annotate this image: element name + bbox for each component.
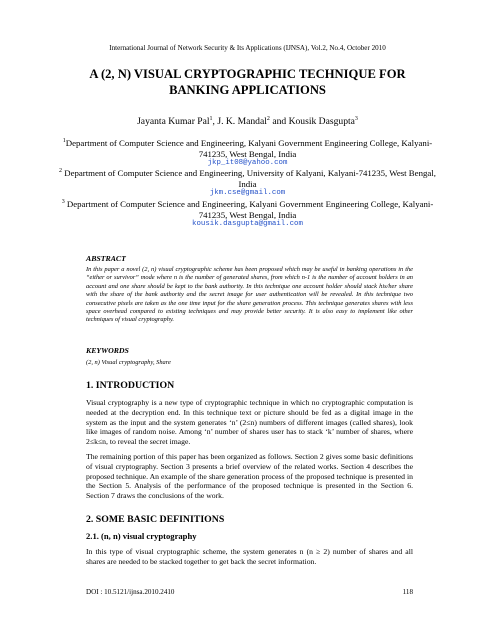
author-1-sup: 1 bbox=[209, 115, 213, 122]
author-1: Jayanta Kumar Pal bbox=[137, 116, 210, 127]
journal-header: International Journal of Network Security & Its Applications (IJNSA), Vol.2, No.4, October 2010 bbox=[109, 44, 386, 52]
section-1-paragraph-2: The remaining portion of this paper has been organized as follows. Section 2 gives some basic definitions of visual cryptography. Section 3 presents a brief overview of the related works. Section 4 describes the proposed technique. An example of the share generation process of the proposed technique is presented in the Section 5. Analysis of the performance of the proposed technique is presented in the Section 6. Section 7 draws the conclusions of the work. bbox=[86, 452, 413, 501]
affiliation-1-sup: 1 bbox=[62, 138, 66, 145]
affiliation-2-sup: 2 bbox=[59, 168, 63, 175]
affiliation-2 bbox=[50, 168, 445, 198]
affiliation-1-email[interactable]: jkp_it08@yahoo.com bbox=[207, 159, 288, 167]
subsection-2-1-heading: 2.1. (n, n) visual cryptography bbox=[86, 531, 197, 541]
affiliation-2-text: Department of Computer Science and Engineering, University of Kalyani, Kalyani-741235, West Bengal, India bbox=[62, 168, 436, 189]
affiliation-2-email[interactable]: jkm.cse@gmail.com bbox=[209, 189, 286, 197]
affiliation-1-text: Department of Computer Science and Engineering, Kalyani Government Engineering College, Kalyani-741235, West Bengal, India bbox=[65, 138, 433, 159]
keywords-text: (2, n) Visual cryptography, Share bbox=[86, 359, 171, 366]
author-3: and Kousik Dasgupta bbox=[272, 116, 355, 127]
section-1-paragraph-1: Visual cryptography is a new type of cryptographic technique in which no cryptographic computation is needed at the decryption end. In this technique text or picture should be fed as a digital image in the system as the input and the system generates ‘n’ (2≤n) numbers of different images (called shares), look like images of random noise. Among ‘n’ number of shares user has to stack ‘k’ number of shares, where 2≤k≤n, to reveal the secret image. bbox=[86, 398, 413, 447]
affiliation-3-text: Department of Computer Science and Engineering, Kalyani Government Engineering College, Kalyani-741235, West Bengal, India bbox=[64, 199, 434, 220]
paper-title bbox=[40, 66, 455, 98]
section-1-heading: 1. INTRODUCTION bbox=[86, 380, 175, 391]
keywords-heading: KEYWORDS bbox=[86, 346, 129, 355]
section-2-paragraph-1: In this type of visual cryptographic scheme, the system generates n (n ≥ 2) number of shares and all shares are needed to be stacked together to get back the secret information. bbox=[86, 547, 413, 566]
author-list bbox=[0, 116, 495, 127]
affiliation-3 bbox=[50, 199, 445, 229]
affiliation-3-email[interactable]: kousik.dasgupta@gmail.com bbox=[192, 220, 303, 228]
author-2: , J. K. Mandal bbox=[212, 116, 267, 127]
affiliation-3-sup: 3 bbox=[61, 199, 65, 206]
title-line-2: BANKING APPLICATIONS bbox=[169, 83, 326, 97]
title-line-1: A (2, N) VISUAL CRYPTOGRAPHIC TECHNIQUE FOR bbox=[89, 67, 406, 81]
page-number: 118 bbox=[402, 588, 413, 596]
abstract-text: In this paper a novel (2, n) visual cryptographic scheme has been proposed which may be useful in banking operations in the “either or survivor” mode where n is the number of generated shares, from which n-1 is the number of account holders in an account and one share should be kept to the bank authority. In this technique one account holder should stack his/her share with the share of the bank authority and the secret image for user authentication will be revealed. In this technique two consecutive pixels are taken as the one time input for the share generation process. This technique generates shares with less space overhead compared to existing techniques and may provide better security. It is also easy to implement like other techniques of visual cryptography. bbox=[86, 266, 413, 324]
abstract-heading: ABSTRACT bbox=[86, 254, 126, 263]
author-3-sup: 3 bbox=[354, 115, 358, 122]
section-2-heading: 2. SOME BASIC DEFINITIONS bbox=[86, 514, 225, 525]
affiliation-1 bbox=[50, 138, 445, 168]
doi-footer: DOI : 10.5121/ijnsa.2010.2410 bbox=[86, 588, 175, 596]
author-2-sup: 2 bbox=[266, 115, 270, 122]
